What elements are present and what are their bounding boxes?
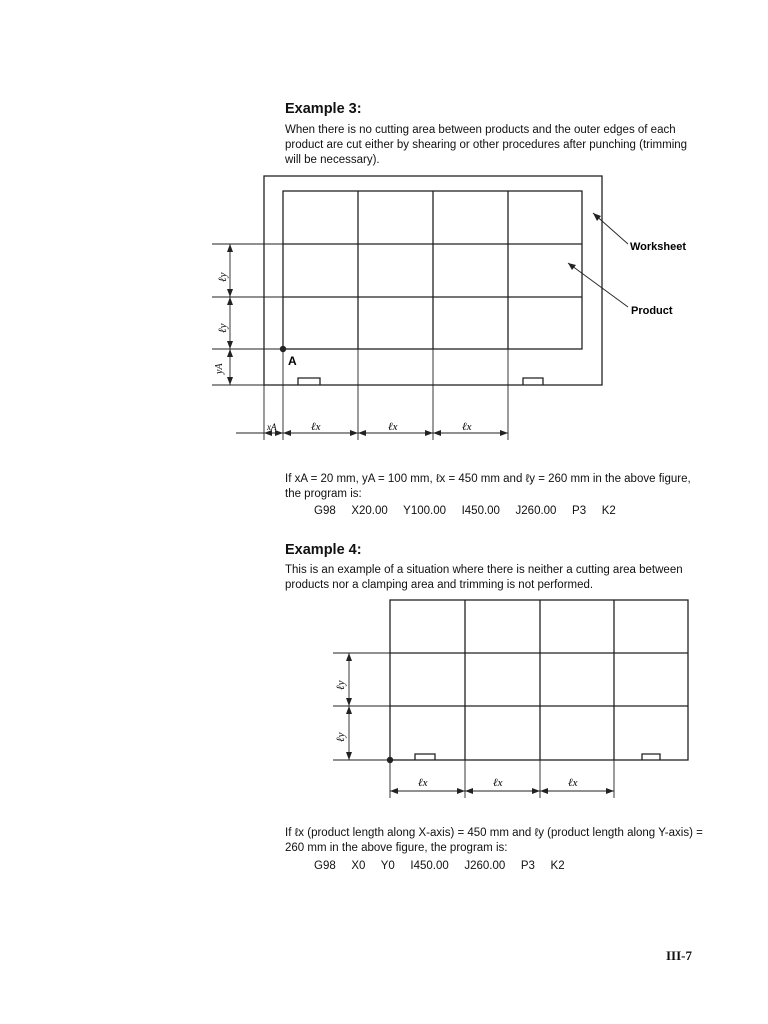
dim-lx-label-4a: ℓx — [418, 777, 428, 789]
origin-point-a — [280, 346, 286, 352]
clamp-left — [298, 378, 320, 385]
dim-lx-label-4c: ℓx — [568, 777, 578, 789]
example3-description: When there is no cutting area between products and the outer edges of each product are cut either by shearing or other procedures after punching (trimming will be necessary). — [285, 124, 688, 166]
dim-ly-label-4b: ℓy — [335, 732, 347, 742]
example4-section — [285, 542, 705, 558]
example4-heading: Example 4: — [285, 542, 362, 558]
example3-diagram — [214, 168, 705, 443]
dim-xa-label: xA — [267, 422, 277, 432]
dim-lx-label-1: ℓx — [311, 421, 321, 433]
clamp-right-4 — [642, 754, 660, 760]
dim-ya-label: yA — [214, 363, 225, 374]
example3-description-block — [285, 123, 705, 168]
dim-ly-label-2: ℓy — [217, 323, 229, 333]
example3-condition: If xA = 20 mm, yA = 100 mm, ℓx = 450 mm and ℓy = 260 mm in the above figure, the program is: — [285, 473, 691, 500]
product-label: Product — [631, 305, 673, 317]
worksheet-label: Worksheet — [630, 241, 687, 253]
dim-lx-label-3: ℓx — [462, 421, 472, 433]
origin-point-4 — [387, 757, 393, 763]
clamp-right — [523, 378, 543, 385]
clamp-left-4 — [415, 754, 435, 760]
dim-ly-label-1: ℓy — [217, 272, 229, 282]
dim-lx-label-4b: ℓx — [493, 777, 503, 789]
example3-condition-block — [285, 472, 705, 502]
example4-description: This is an example of a situation where there is neither a cutting area between products nor a clamping area and trimming is not performed. — [285, 564, 683, 591]
example4-condition: If ℓx (product length along X-axis) = 450 mm and ℓy (product length along Y-axis) = 260 mm in the above figure, the program is: — [285, 827, 703, 854]
example3-program: G98 X20.00 Y100.00 I450.00 J260.00 P3 K2 — [314, 505, 616, 517]
example4-diagram — [325, 595, 695, 800]
example4-description-block — [285, 563, 705, 593]
example4-figure — [325, 595, 695, 805]
page-number: III-7 — [666, 948, 693, 963]
example3-heading: Example 3: — [285, 101, 362, 117]
dim-ly-label-4a: ℓy — [335, 680, 347, 690]
example3-figure — [214, 168, 705, 448]
example4-program: G98 X0 Y0 I450.00 J260.00 P3 K2 — [314, 860, 565, 872]
point-a-label: A — [288, 354, 297, 368]
product-grid-4 — [390, 600, 688, 760]
example4-condition-block — [285, 826, 705, 856]
example3-section — [285, 101, 705, 117]
dim-lx-label-2: ℓx — [388, 421, 398, 433]
